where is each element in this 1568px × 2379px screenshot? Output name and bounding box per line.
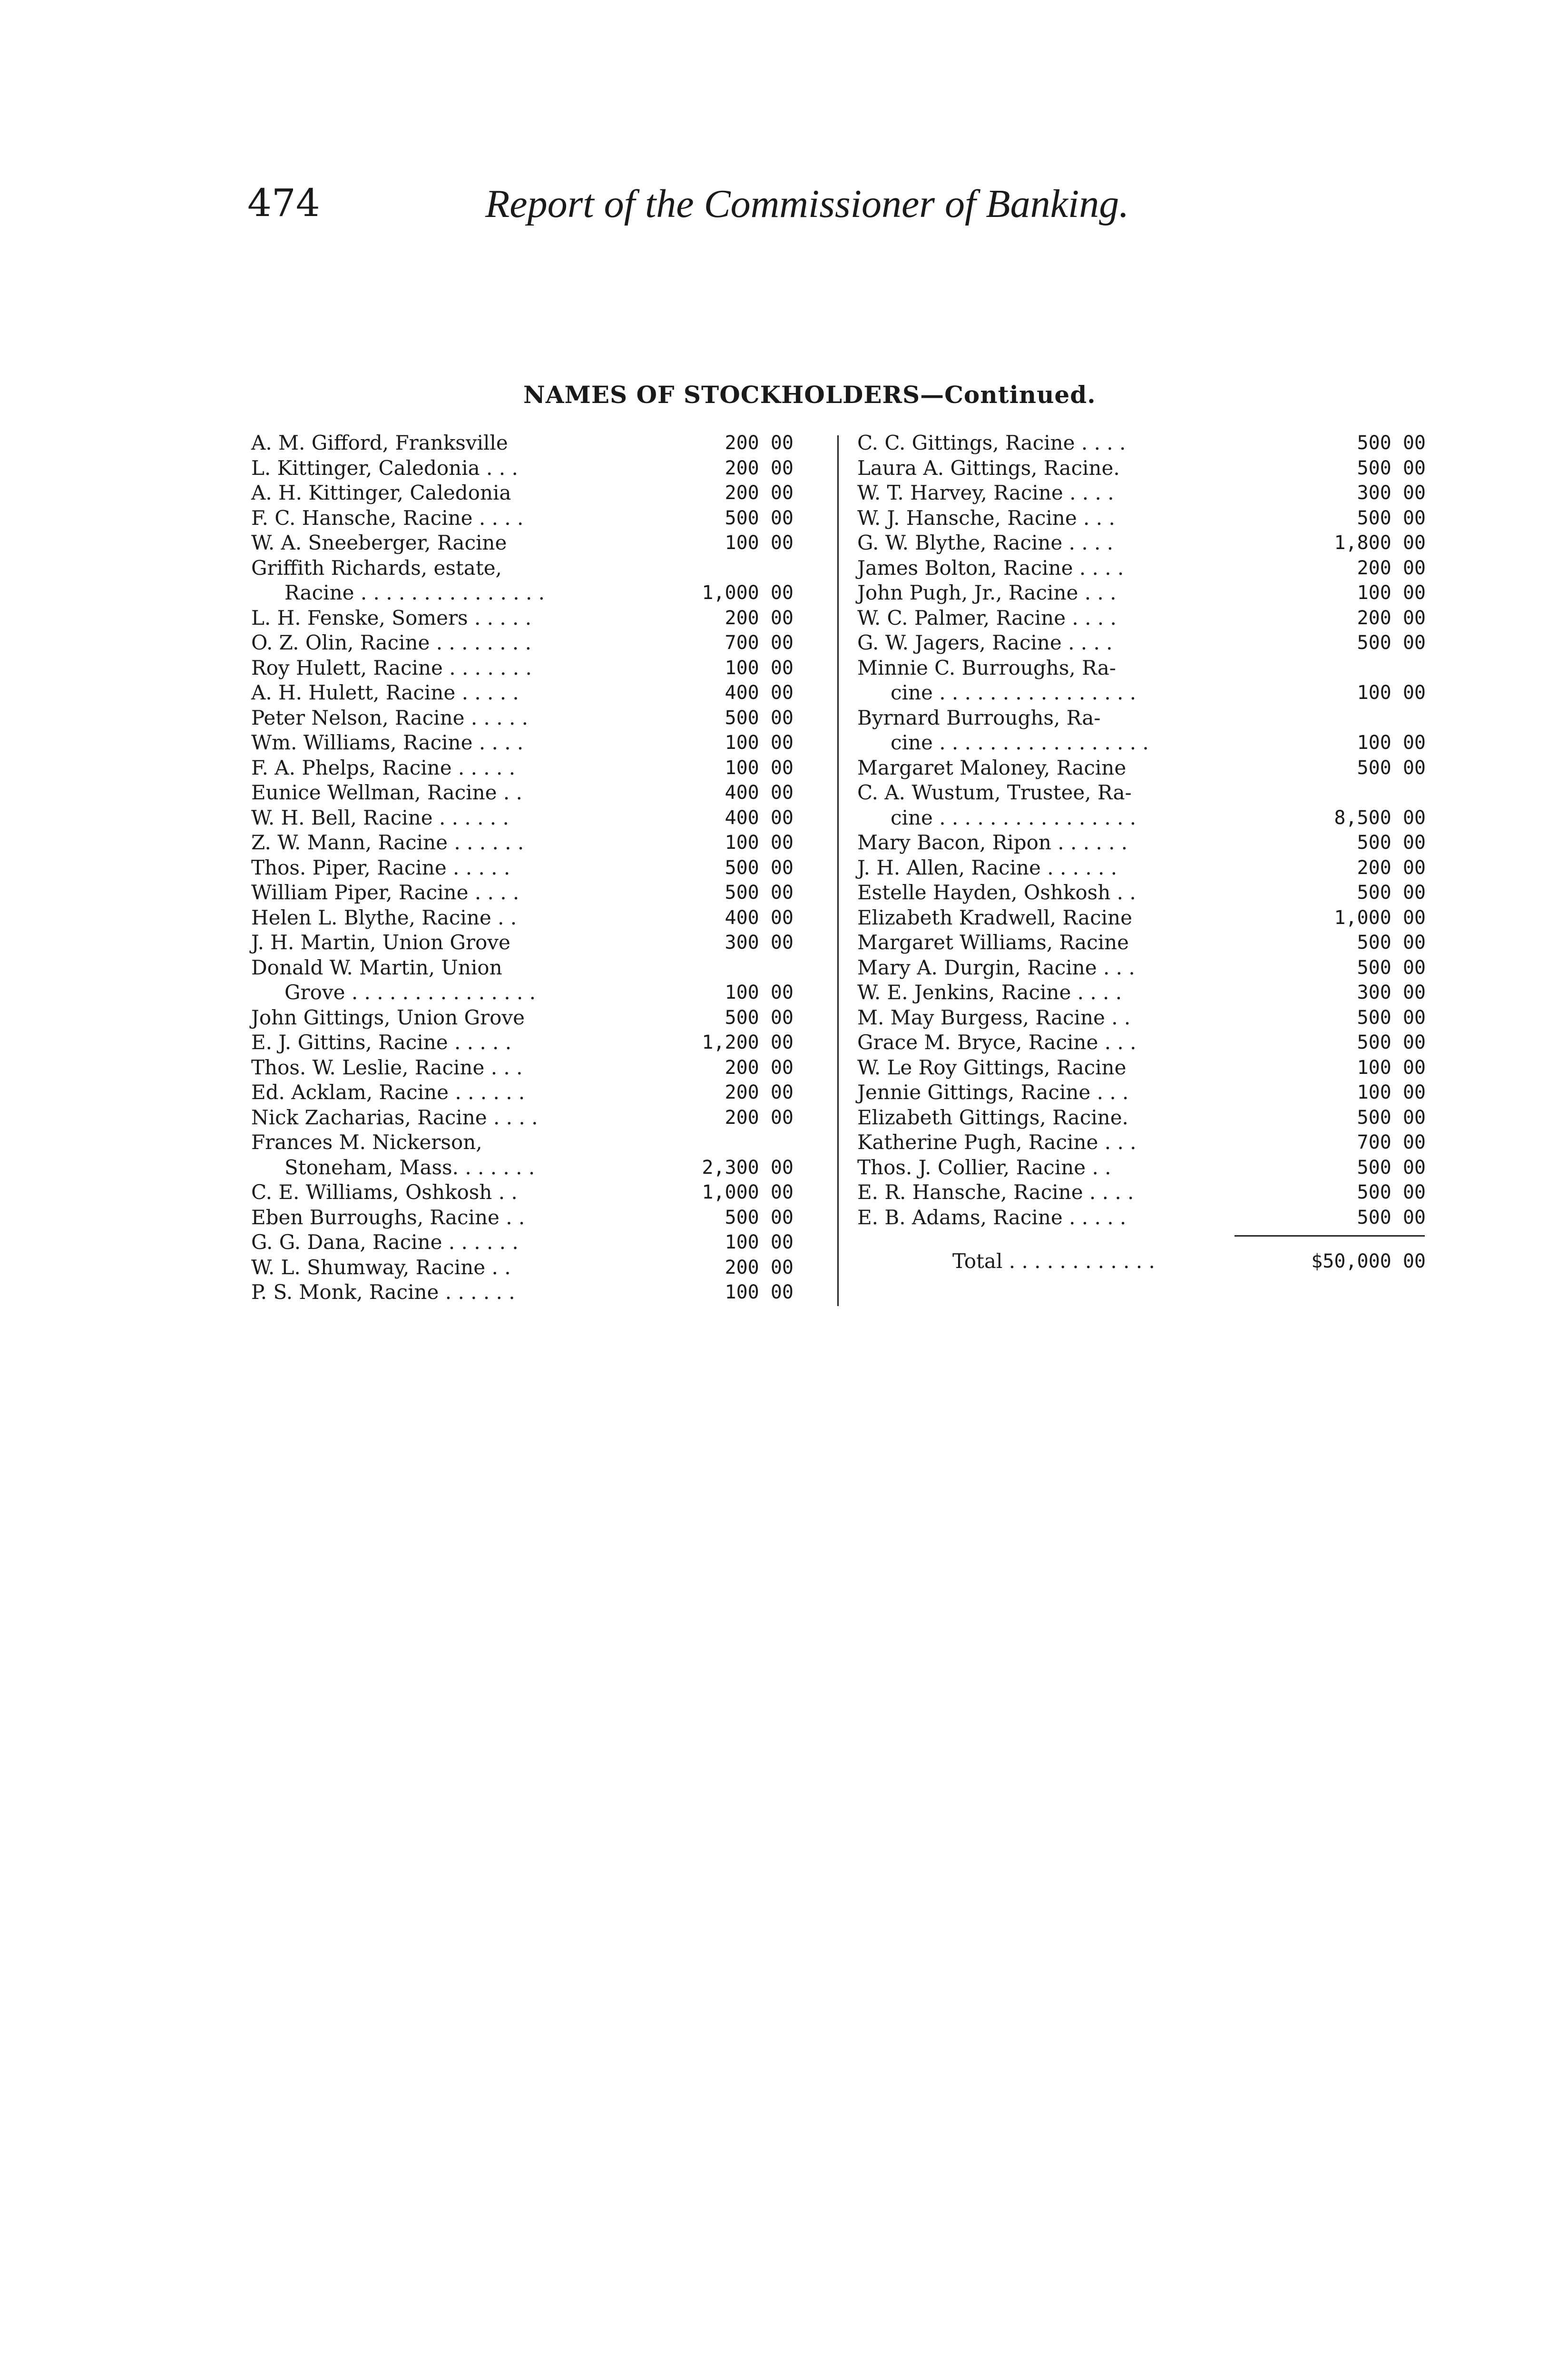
stockholder-entry [251,706,822,731]
share-amount: 300 00 [1357,982,1426,1003]
stockholder-name: Byrnard Burroughs, Ra- [857,706,1101,729]
share-amount: 1,000 00 [702,1181,794,1203]
stockholder-entry [857,1105,1433,1131]
share-amount: 500 00 [1357,832,1426,854]
stockholder-entry [251,656,822,681]
stockholders-left-column [251,431,822,1305]
stockholder-entry [251,680,822,706]
stockholder-entry [857,431,1433,456]
stockholder-name: F. C. Hansche, Racine . . . . [251,506,524,530]
total-label: Total . . . . . . . . . . . . [952,1249,1155,1273]
stockholder-entry [251,531,822,556]
share-amount: 100 00 [725,1281,794,1303]
share-amount: 100 00 [725,757,794,779]
share-amount: 200 00 [725,1081,794,1103]
stockholder-name: Estelle Hayden, Oshkosh . . [857,881,1136,904]
stockholder-entry [251,1130,822,1155]
share-amount: 500 00 [1357,432,1426,454]
share-amount: 500 00 [725,856,794,879]
stockholder-entry [857,680,1433,706]
stockholder-entry [857,955,1433,981]
stockholder-name: John Pugh, Jr., Racine . . . [857,581,1117,604]
stockholder-name: Katherine Pugh, Racine . . . [857,1131,1137,1154]
stockholder-name: A. H. Hulett, Racine . . . . . [251,681,519,704]
stockholder-entry [251,606,822,631]
stockholder-entry [857,630,1433,656]
share-amount: 100 00 [1357,582,1426,604]
share-amount: 300 00 [1357,482,1426,504]
share-amount: 1,000 00 [702,582,794,604]
stockholder-entry [251,556,822,581]
share-amount: 500 00 [1357,507,1426,529]
stockholder-entry [251,1155,822,1180]
stockholder-entry [857,1005,1433,1031]
stockholder-name: G. W. Blythe, Racine . . . . [857,531,1114,554]
stockholder-name: E. J. Gittins, Racine . . . . . [251,1031,512,1054]
share-amount: 700 00 [1357,1131,1426,1153]
share-amount: 100 00 [725,1231,794,1253]
running-title: Report of the Commissioner of Banking. [485,182,1129,226]
stockholder-entry [857,706,1433,731]
stockholder-name: Peter Nelson, Racine . . . . . [251,706,529,729]
share-amount: 500 00 [1357,1032,1426,1053]
stockholder-name: Minnie C. Burroughs, Ra- [857,656,1116,679]
stockholder-entry [857,905,1433,931]
share-amount: 100 00 [725,732,794,754]
share-amount: 400 00 [725,906,794,929]
total-amount: $50,000 00 [1311,1250,1426,1272]
stockholder-entry [251,1205,822,1230]
stockholder-name: Elizabeth Gittings, Racine. [857,1105,1128,1129]
stockholder-entry [857,656,1433,681]
stockholder-name: M. May Burgess, Racine . . [857,1005,1131,1029]
share-amount: 200 00 [1357,557,1426,579]
stockholder-name: L. H. Fenske, Somers . . . . . [251,606,532,629]
stockholder-entry [857,506,1433,531]
share-amount: 200 00 [725,432,794,454]
stockholder-entry [251,456,822,481]
share-amount: 300 00 [725,932,794,954]
stockholder-name: Thos. J. Collier, Racine . . [857,1155,1111,1179]
stockholder-entry [857,1180,1433,1205]
stockholder-name: Jennie Gittings, Racine . . . [857,1081,1129,1104]
stockholder-entry [251,1230,822,1255]
stockholder-entry [251,1005,822,1031]
stockholder-entry [251,580,822,606]
stockholder-name: Frances M. Nickerson, [251,1131,482,1154]
stockholder-name: Thos. Piper, Racine . . . . . [251,855,510,879]
stockholder-entry [251,1180,822,1205]
stockholder-entry [857,830,1433,855]
stockholder-name: W. A. Sneeberger, Racine [251,531,507,554]
share-amount: 500 00 [725,507,794,529]
stockholder-name: W. L. Shumway, Racine . . [251,1255,511,1279]
stockholder-entry [857,481,1433,506]
stockholder-name: Wm. Williams, Racine . . . . [251,731,524,754]
stockholder-name: G. W. Jagers, Racine . . . . [857,631,1113,654]
stockholder-name: Nick Zacharias, Racine . . . . [251,1105,538,1129]
stockholder-entry [251,730,822,756]
share-amount: 100 00 [1357,1056,1426,1079]
stockholder-entry [857,1155,1433,1180]
share-amount: 200 00 [1357,607,1426,629]
stockholder-name: Laura A. Gittings, Racine. [857,456,1120,480]
stockholder-entry [251,756,822,781]
share-amount: 200 00 [725,1056,794,1079]
stockholder-entry [857,606,1433,631]
stockholder-name: Eunice Wellman, Racine . . [251,781,522,804]
stockholder-entry [251,506,822,531]
stockholder-entry [857,1055,1433,1081]
share-amount: 100 00 [725,982,794,1003]
share-amount: 500 00 [1357,932,1426,954]
share-amount: 700 00 [725,632,794,654]
stockholder-entry [251,431,822,456]
stockholder-entry [857,1130,1433,1155]
stockholder-entry [251,880,822,905]
stockholder-name: Margaret Williams, Racine [857,931,1129,954]
stockholder-entry [251,1255,822,1280]
stockholders-right-column [857,431,1433,1274]
stockholder-entry [857,556,1433,581]
stockholder-entry [857,806,1433,831]
stockholder-entry [857,855,1433,881]
stockholder-entry [857,930,1433,955]
stockholder-name: Thos. W. Leslie, Racine . . . [251,1055,523,1079]
stockholder-name: Helen L. Blythe, Racine . . [251,905,517,929]
stockholder-name: Griffith Richards, estate, [251,556,502,580]
share-amount: 1,000 00 [1334,906,1426,929]
stockholder-name: John Gittings, Union Grove [251,1005,525,1029]
share-amount: 100 00 [725,532,794,554]
stockholder-entry [857,1030,1433,1055]
stockholder-name: A. H. Kittinger, Caledonia [251,481,511,504]
share-amount: 500 00 [1357,1106,1426,1129]
share-amount: 400 00 [725,682,794,704]
stockholder-name: Roy Hulett, Racine . . . . . . . [251,656,532,679]
share-amount: 100 00 [725,657,794,679]
stockholder-entry [251,905,822,931]
share-amount: 1,200 00 [702,1032,794,1053]
stockholder-entry [857,1080,1433,1105]
share-amount: 500 00 [1357,1181,1426,1203]
stockholder-entry [251,806,822,831]
stockholder-name: C. A. Wustum, Trustee, Ra- [857,781,1132,804]
stockholder-name: L. Kittinger, Caledonia . . . [251,456,518,480]
stockholder-entry [857,880,1433,905]
stockholder-name: Donald W. Martin, Union [251,955,502,979]
stockholder-name: Z. W. Mann, Racine . . . . . . [251,831,524,854]
share-amount: 500 00 [725,1206,794,1229]
stockholder-name: Ed. Acklam, Racine . . . . . . [251,1081,525,1104]
stockholder-entry [251,1105,822,1131]
stockholder-name: J. H. Martin, Union Grove [251,931,510,954]
share-amount: 500 00 [1357,632,1426,654]
stockholder-entry [251,830,822,855]
share-amount: 2,300 00 [702,1156,794,1179]
stockholder-entry [251,955,822,981]
stockholder-name: William Piper, Racine . . . . [251,881,519,904]
share-amount: 100 00 [725,832,794,854]
share-amount: 500 00 [1357,1206,1426,1229]
stockholder-entry [251,855,822,881]
stockholder-name: Margaret Maloney, Racine [857,756,1127,779]
stockholder-name: F. A. Phelps, Racine . . . . . [251,756,516,779]
stockholder-entry [857,730,1433,756]
stockholder-name: W. Le Roy Gittings, Racine [857,1055,1127,1079]
stockholder-name: cine . . . . . . . . . . . . . . . . [891,681,1137,704]
stockholder-entry [857,980,1433,1005]
stockholder-name: C. E. Williams, Oshkosh . . [251,1180,518,1204]
total-rule [1235,1235,1425,1237]
stockholder-name: W. C. Palmer, Racine . . . . [857,606,1117,629]
stockholder-name: Grace M. Bryce, Racine . . . [857,1031,1137,1054]
share-amount: 500 00 [725,882,794,904]
stockholder-name: cine . . . . . . . . . . . . . . . . . [891,731,1149,754]
stockholder-name: A. M. Gifford, Franksville [251,431,508,454]
share-amount: 500 00 [725,1006,794,1029]
share-amount: 400 00 [725,782,794,804]
stockholder-entry [251,930,822,955]
share-amount: 100 00 [1357,732,1426,754]
stockholder-entry [251,780,822,806]
stockholder-entry [251,980,822,1005]
stockholder-name: E. R. Hansche, Racine . . . . [857,1180,1134,1204]
stockholder-entry [857,456,1433,481]
stockholder-entry [251,1080,822,1105]
stockholder-name: C. C. Gittings, Racine . . . . [857,431,1126,454]
stockholder-entry [857,756,1433,781]
stockholder-name: W. T. Harvey, Racine . . . . [857,481,1114,504]
stockholder-name: James Bolton, Racine . . . . [857,556,1124,580]
total-row [857,1249,1433,1274]
stockholder-entry [251,1055,822,1081]
stockholder-name: E. B. Adams, Racine . . . . . [857,1205,1127,1229]
stockholder-entry [251,1030,822,1055]
share-amount: 200 00 [725,482,794,504]
stockholder-entry [251,1280,822,1305]
section-heading: NAMES OF STOCKHOLDERS—Continued. [523,381,1096,409]
share-amount: 200 00 [725,457,794,479]
page-header [247,181,1294,238]
share-amount: 500 00 [1357,757,1426,779]
column-divider [837,435,839,1306]
share-amount: 1,800 00 [1334,532,1426,554]
stockholder-name: P. S. Monk, Racine . . . . . . [251,1280,515,1304]
share-amount: 200 00 [725,607,794,629]
stockholder-name: cine . . . . . . . . . . . . . . . . [891,806,1137,829]
share-amount: 200 00 [725,1106,794,1129]
share-amount: 500 00 [1357,1156,1426,1179]
stockholder-name: G. G. Dana, Racine . . . . . . [251,1230,519,1254]
share-amount: 100 00 [1357,682,1426,704]
share-amount: 500 00 [725,707,794,729]
share-amount: 200 00 [1357,856,1426,879]
stockholder-name: W. J. Hansche, Racine . . . [857,506,1115,530]
stockholder-entry [251,630,822,656]
stockholder-name: O. Z. Olin, Racine . . . . . . . . [251,631,531,654]
stockholder-name: W. E. Jenkins, Racine . . . . [857,981,1122,1004]
page-number: 474 [247,181,320,225]
stockholder-name: Grove . . . . . . . . . . . . . . . [284,981,536,1004]
stockholder-entry [251,481,822,506]
stockholder-name: Elizabeth Kradwell, Racine [857,905,1132,929]
stockholder-name: Stoneham, Mass. . . . . . . [284,1155,535,1179]
stockholder-name: Eben Burroughs, Racine . . [251,1205,525,1229]
share-amount: 500 00 [1357,882,1426,904]
stockholder-name: W. H. Bell, Racine . . . . . . [251,806,509,829]
stockholder-name: J. H. Allen, Racine . . . . . . [857,855,1117,879]
stockholder-entry [857,580,1433,606]
share-amount: 500 00 [1357,1006,1426,1029]
share-amount: 200 00 [725,1256,794,1278]
share-amount: 400 00 [725,806,794,829]
stockholder-name: Racine . . . . . . . . . . . . . . . [284,581,545,604]
share-amount: 100 00 [1357,1081,1426,1103]
stockholder-name: Mary Bacon, Ripon . . . . . . [857,831,1128,854]
stockholder-entry [857,1205,1433,1230]
share-amount: 500 00 [1357,956,1426,979]
stockholder-entry [857,531,1433,556]
stockholder-name: Mary A. Durgin, Racine . . . [857,955,1135,979]
share-amount: 8,500 00 [1334,806,1426,829]
share-amount: 500 00 [1357,457,1426,479]
stockholder-entry [857,780,1433,806]
